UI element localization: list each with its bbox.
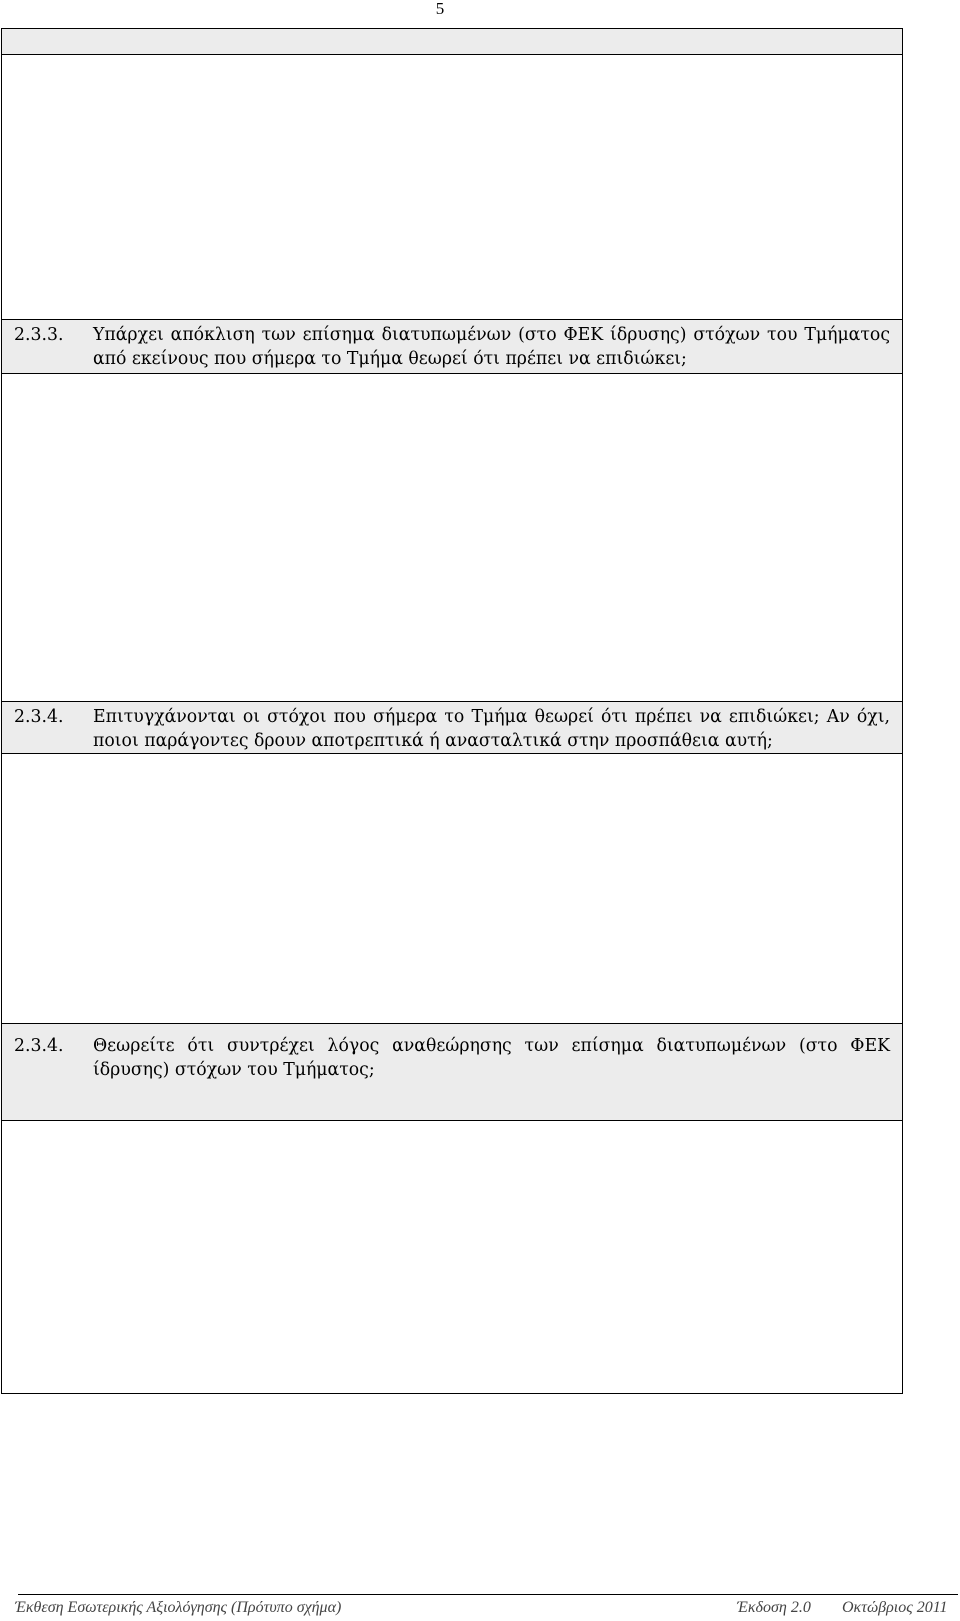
answer-area[interactable] bbox=[2, 374, 902, 701]
page-number: 5 bbox=[435, 0, 445, 18]
footer-title: Έκθεση Εσωτερικής Αξιολόγησης (Πρότυπο σχήμα) bbox=[15, 1599, 342, 1616]
answer-area[interactable] bbox=[2, 754, 902, 1023]
question-row bbox=[2, 319, 902, 374]
page-footer bbox=[0, 1599, 960, 1619]
question-row bbox=[2, 701, 902, 754]
answer-form-table bbox=[1, 28, 903, 1394]
question-row bbox=[2, 1023, 902, 1121]
footer-edition: Έκδοση 2.0 bbox=[737, 1599, 811, 1616]
question-number: 2.3.3. bbox=[14, 325, 64, 345]
question-number: 2.3.4. bbox=[14, 707, 64, 727]
footer-divider bbox=[18, 1594, 958, 1595]
header-strip bbox=[2, 28, 902, 55]
answer-area[interactable] bbox=[2, 1121, 902, 1393]
question-text: Υπάρχει απόκλιση των επίσημα διατυπωμένων (στο ΦΕΚ ίδρυσης) στόχων του Τμήματος από εκείνους που σήμερα το Τμήμα θεωρεί ότι πρέπει να επιδιώκει; bbox=[93, 325, 890, 369]
question-text: Θεωρείτε ότι συντρέχει λόγος αναθεώρησης των επίσημα διατυπωμένων (στο ΦΕΚ ίδρυσης) στόχων του Τμήματος; bbox=[93, 1036, 890, 1080]
answer-area[interactable] bbox=[2, 55, 902, 319]
footer-date: Οκτώβριος 2011 bbox=[842, 1599, 948, 1616]
question-number: 2.3.4. bbox=[14, 1036, 64, 1056]
question-text: Επιτυγχάνονται οι στόχοι που σήμερα το Τμήμα θεωρεί ότι πρέπει να επιδιώκει; Αν όχι, ποιοι παράγοντες δρουν αποτρεπτικά ή ανασταλτικά στην προσπάθεια αυτή; bbox=[93, 707, 890, 751]
